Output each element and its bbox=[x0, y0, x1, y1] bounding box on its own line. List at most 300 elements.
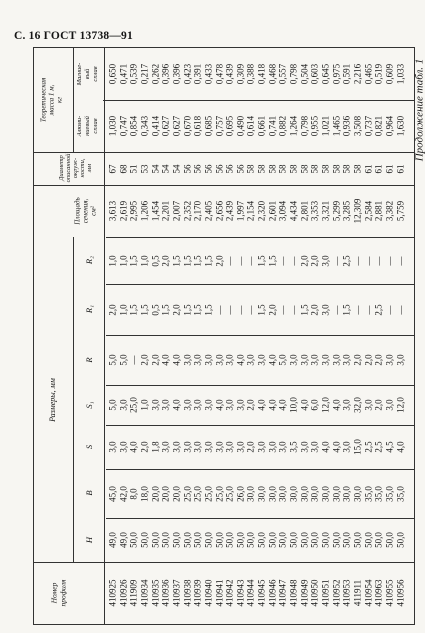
cell-S1-20: 12,0 bbox=[320, 397, 331, 413]
cell-R2-20: 3,0 bbox=[320, 254, 331, 267]
cell-R-1: 5,0 bbox=[118, 354, 129, 366]
header-mg-2: вый bbox=[83, 68, 91, 80]
cell-H-22: 50,0 bbox=[341, 532, 352, 548]
cell-R2-8: 1,5 bbox=[192, 254, 203, 267]
cell-R-25: 2,0 bbox=[373, 354, 384, 366]
cell-R2-26: — bbox=[384, 256, 395, 265]
header-al-3: сплав bbox=[91, 118, 99, 134]
cell-H-7: 50,0 bbox=[182, 532, 193, 548]
cell-R1-23: — bbox=[352, 305, 363, 314]
cell-B-14: 30,0 bbox=[256, 485, 267, 502]
cell-R2-12: — bbox=[235, 256, 246, 265]
header-B: B bbox=[83, 490, 94, 496]
cell-Al-19: 0,955 bbox=[309, 115, 320, 137]
cell-R1-16: — bbox=[277, 305, 288, 314]
cell-R1-19: 2,0 bbox=[309, 303, 320, 316]
cell-R2-17: — bbox=[288, 256, 299, 265]
cell-H-27: 50,0 bbox=[395, 532, 406, 548]
cell-A-25: 2,881 bbox=[373, 200, 384, 222]
cell-Mg-3: 0,217 bbox=[139, 63, 150, 84]
cell-S-4: 1,8 bbox=[150, 441, 161, 453]
cell-R-3: 2,0 bbox=[139, 354, 150, 366]
header-separator bbox=[104, 47, 105, 624]
cell-S1-7: 3,0 bbox=[182, 399, 193, 411]
header-profile-number: Номер bbox=[49, 582, 59, 604]
cell-Al-12: 0,490 bbox=[235, 115, 246, 137]
cell-S1-11: 3,0 bbox=[224, 399, 235, 411]
cell-B-19: 30,0 bbox=[309, 485, 320, 502]
cell-Al-16: 0,882 bbox=[277, 115, 288, 137]
cell-Mg-20: 0,645 bbox=[320, 63, 331, 84]
cell-S-9: 3,0 bbox=[203, 441, 214, 453]
cell-D-9: 56 bbox=[203, 164, 214, 173]
cell-S1-25: 2,0 bbox=[373, 399, 384, 411]
cell-S-20: 4,0 bbox=[320, 441, 331, 453]
cell-Mg-1: 0,471 bbox=[118, 63, 129, 84]
cell-n-20: 410951 bbox=[320, 579, 331, 607]
cell-R1-1: 1,0 bbox=[118, 303, 129, 316]
cell-H-19: 50,0 bbox=[309, 532, 320, 548]
cell-R1-9: 1,5 bbox=[203, 303, 214, 316]
cell-S1-26: 3,0 bbox=[384, 399, 395, 411]
cell-Al-24: 0,737 bbox=[363, 115, 374, 137]
cell-Mg-26: 0,609 bbox=[384, 63, 395, 84]
header-diam-5: мм bbox=[85, 163, 93, 173]
cell-n-12: 410943 bbox=[235, 579, 246, 607]
cell-Mg-22: 0,591 bbox=[341, 63, 352, 84]
cell-Al-20: 1,021 bbox=[320, 115, 331, 137]
cell-A-19: 3,353 bbox=[309, 200, 320, 222]
cell-D-3: 53 bbox=[139, 164, 150, 173]
cell-B-15: 30,0 bbox=[267, 485, 278, 502]
cell-n-2: 411909 bbox=[128, 579, 139, 607]
cell-B-20: 30,0 bbox=[320, 485, 331, 502]
cell-D-7: 56 bbox=[182, 164, 193, 173]
cell-H-21: 50,0 bbox=[331, 532, 342, 548]
cell-B-13: 30,0 bbox=[245, 485, 256, 502]
cell-Al-0: 1,030 bbox=[107, 115, 118, 137]
cell-Mg-8: 0,391 bbox=[192, 63, 203, 84]
cell-A-12: 1,997 bbox=[235, 200, 246, 222]
cell-Al-18: 0,798 bbox=[299, 115, 310, 137]
cell-R-17: 3,0 bbox=[288, 354, 299, 366]
cell-D-16: 58 bbox=[277, 164, 288, 173]
cell-Al-13: 0,614 bbox=[245, 115, 256, 137]
header-S: S bbox=[83, 444, 94, 450]
cell-Al-10: 0,757 bbox=[214, 115, 224, 137]
cell-S1-22: 3,0 bbox=[341, 399, 352, 411]
cell-R-9: 3,0 bbox=[203, 354, 214, 366]
cell-R-12: 4,0 bbox=[235, 354, 246, 366]
cell-Al-5: 0,627 bbox=[160, 115, 171, 137]
cell-S-2: 4,0 bbox=[128, 441, 139, 453]
header-diam-3: окруж- bbox=[71, 157, 79, 179]
cell-R-18: 3,0 bbox=[299, 354, 310, 366]
cell-Mg-7: 0,423 bbox=[182, 63, 193, 84]
cell-D-8: 56 bbox=[192, 164, 203, 173]
cell-B-10: 25,0 bbox=[214, 485, 224, 502]
cell-S-16: 3,0 bbox=[277, 441, 288, 453]
cell-Al-1: 0,747 bbox=[118, 115, 129, 137]
cell-A-1: 2,619 bbox=[118, 200, 129, 222]
cell-Mg-11: 0,439 bbox=[224, 63, 235, 84]
cell-D-24: 61 bbox=[363, 164, 374, 173]
header-mg-1: Магние- bbox=[75, 62, 83, 86]
column-separator-R1 bbox=[106, 284, 414, 285]
header-al-2: ниевый bbox=[83, 116, 91, 136]
header-mass-1: Теоретическая bbox=[39, 77, 48, 123]
cell-A-11: 2,439 bbox=[224, 200, 235, 222]
cell-S1-16: 4,0 bbox=[277, 399, 288, 411]
cell-n-7: 410938 bbox=[182, 579, 193, 607]
cell-R1-18: 1,5 bbox=[299, 303, 310, 316]
cell-Mg-17: 0,798 bbox=[288, 63, 299, 84]
cell-R-27: 3,0 bbox=[395, 354, 406, 366]
cell-S-10: 3,0 bbox=[214, 441, 224, 453]
cell-Al-25: 0,821 bbox=[373, 115, 384, 137]
cell-H-14: 50,0 bbox=[256, 532, 267, 548]
cell-Mg-10: 0,478 bbox=[214, 63, 224, 84]
cell-S1-8: 3,0 bbox=[192, 399, 203, 411]
cell-R-6: 4,0 bbox=[171, 354, 182, 366]
cell-D-13: 58 bbox=[245, 164, 256, 173]
cell-A-15: 2,601 bbox=[267, 200, 278, 222]
cell-S1-19: 6,0 bbox=[309, 399, 320, 411]
cell-Al-11: 0,695 bbox=[224, 115, 235, 137]
cell-H-20: 50,0 bbox=[320, 532, 331, 548]
cell-n-5: 410936 bbox=[160, 579, 171, 607]
cell-B-9: 25,0 bbox=[203, 485, 214, 502]
cell-D-20: 58 bbox=[320, 164, 331, 173]
cell-D-22: 58 bbox=[341, 164, 352, 173]
cell-R-4: 2,0 bbox=[150, 354, 161, 366]
cell-S-24: 2,5 bbox=[363, 441, 374, 453]
cell-S-25: 2,5 bbox=[373, 441, 384, 453]
cell-Al-23: 3,508 bbox=[352, 115, 363, 137]
cell-S-26: 4,5 bbox=[384, 441, 395, 453]
cell-S1-12: 3,0 bbox=[235, 399, 246, 411]
cell-S-23: 15,0 bbox=[352, 439, 363, 455]
cell-R1-14: 1,5 bbox=[256, 303, 267, 316]
cell-S1-5: 3,0 bbox=[160, 399, 171, 411]
header-R2: R₂ bbox=[83, 255, 94, 265]
cell-R-2: — bbox=[128, 355, 139, 365]
column-separator-Al bbox=[103, 100, 414, 101]
cell-Mg-27: 1,033 bbox=[395, 63, 406, 84]
cell-n-4: 410935 bbox=[150, 579, 161, 607]
cell-Al-17: 1,264 bbox=[288, 115, 299, 137]
cell-S-13: 2,0 bbox=[245, 441, 256, 453]
cell-Mg-23: 2,216 bbox=[352, 63, 363, 84]
cell-Mg-14: 0,418 bbox=[256, 63, 267, 84]
cell-S1-17: 10,0 bbox=[288, 397, 299, 413]
cell-B-27: 35,0 bbox=[395, 485, 406, 502]
cell-D-10: 56 bbox=[214, 164, 224, 173]
cell-H-16: 50,0 bbox=[277, 532, 288, 548]
cell-R-15: 4,0 bbox=[267, 354, 278, 366]
cell-R1-4: 0,5 bbox=[150, 303, 161, 316]
cell-A-2: 2,995 bbox=[128, 200, 139, 222]
cell-H-26: 50,0 bbox=[384, 532, 395, 548]
cell-Mg-12: 0,309 bbox=[235, 63, 246, 84]
cell-S-7: 3,0 bbox=[182, 441, 193, 453]
cell-B-12: 26,0 bbox=[235, 485, 246, 502]
page-header: С. 16 ГОСТ 13738—91 bbox=[14, 30, 133, 42]
cell-D-19: 58 bbox=[309, 164, 320, 173]
cell-Mg-16: 0,557 bbox=[277, 63, 288, 84]
cell-R1-5: 1,5 bbox=[160, 303, 171, 316]
cell-A-18: 2,801 bbox=[299, 200, 310, 222]
cell-Al-15: 0,741 bbox=[267, 115, 278, 137]
cell-Al-3: 0,343 bbox=[139, 115, 150, 137]
cell-S-27: 4,0 bbox=[395, 441, 406, 453]
cell-R1-3: 1,5 bbox=[139, 303, 150, 316]
column-separator-A bbox=[33, 185, 414, 186]
cell-D-6: 54 bbox=[171, 164, 182, 173]
cell-n-27: 410956 bbox=[395, 579, 406, 607]
cell-H-11: 50,0 bbox=[224, 532, 235, 548]
cell-H-0: 49,0 bbox=[107, 532, 118, 548]
cell-S1-14: 4,0 bbox=[256, 399, 267, 411]
cell-R2-18: 2,0 bbox=[299, 254, 310, 267]
cell-R2-21: — bbox=[331, 256, 342, 265]
header-R1: R₁ bbox=[83, 304, 94, 314]
column-separator-R bbox=[106, 335, 414, 336]
header-area-1: Площадь bbox=[73, 197, 82, 225]
cell-S1-10: 4,0 bbox=[214, 399, 224, 411]
cell-B-3: 18,0 bbox=[139, 485, 150, 502]
cell-A-23: 12,309 bbox=[352, 198, 363, 224]
cell-R1-15: 2,0 bbox=[267, 303, 278, 316]
cell-S1-13: 2,0 bbox=[245, 399, 256, 411]
cell-Mg-13: 0,388 bbox=[245, 63, 256, 84]
header-al-1: Алюми- bbox=[75, 115, 83, 137]
cell-R-20: 3,0 bbox=[320, 354, 331, 366]
cell-D-17: 58 bbox=[288, 164, 299, 173]
cell-S1-6: 4,0 bbox=[171, 399, 182, 411]
cell-Al-9: 0,685 bbox=[203, 115, 214, 137]
cell-S-14: 3,0 bbox=[256, 441, 267, 453]
cell-H-25: 50,0 bbox=[373, 532, 384, 548]
cell-Mg-0: 0,650 bbox=[107, 63, 118, 84]
cell-n-13: 410944 bbox=[245, 579, 256, 607]
cell-S-3: 2,0 bbox=[139, 441, 150, 453]
cell-R1-6: 2,0 bbox=[171, 303, 182, 316]
cell-S1-15: 4,0 bbox=[267, 399, 278, 411]
cell-R-14: 3,0 bbox=[256, 354, 267, 366]
cell-B-5: 20,0 bbox=[160, 485, 171, 502]
cell-R1-24: — bbox=[363, 305, 374, 314]
cell-Al-2: 0,854 bbox=[128, 115, 139, 137]
cell-B-18: 30,0 bbox=[299, 485, 310, 502]
cell-R2-1: 1,0 bbox=[118, 254, 129, 267]
cell-Mg-2: 0,539 bbox=[128, 63, 139, 84]
cell-B-7: 25,0 bbox=[182, 485, 193, 502]
cell-R1-8: 1,5 bbox=[192, 303, 203, 316]
column-separator-S bbox=[106, 425, 414, 426]
cell-n-11: 410942 bbox=[224, 579, 235, 607]
cell-A-24: 2,584 bbox=[363, 200, 374, 222]
cell-A-22: 3,285 bbox=[341, 200, 352, 222]
cell-S1-1: 3,0 bbox=[118, 399, 129, 411]
cell-D-4: 54 bbox=[150, 164, 161, 173]
cell-B-0: 45,0 bbox=[107, 485, 118, 502]
cell-R2-11: — bbox=[224, 256, 235, 265]
cell-R2-19: 2,0 bbox=[309, 254, 320, 267]
mass-group-divider bbox=[73, 47, 74, 152]
cell-Al-7: 0,670 bbox=[182, 115, 193, 137]
cell-Mg-15: 0,468 bbox=[267, 63, 278, 84]
cell-n-15: 410946 bbox=[267, 579, 278, 607]
cell-R1-0: 2,0 bbox=[107, 303, 118, 316]
cell-S-17: 3,5 bbox=[288, 441, 299, 453]
header-area-3: см² bbox=[89, 206, 98, 216]
cell-R2-27: — bbox=[395, 256, 406, 265]
header-profile-number-2: профиля bbox=[58, 579, 68, 607]
cell-R-23: 2,0 bbox=[352, 354, 363, 366]
cell-n-26: 410955 bbox=[384, 579, 395, 607]
cell-D-2: 51 bbox=[128, 164, 139, 173]
cell-H-4: 50,0 bbox=[150, 532, 161, 548]
cell-Al-8: 0,618 bbox=[192, 115, 203, 137]
cell-Mg-19: 0,603 bbox=[309, 63, 320, 84]
table-continuation-caption: Продолжение табл. 1 bbox=[413, 58, 425, 162]
cell-B-4: 20,0 bbox=[150, 485, 161, 502]
cell-S1-27: 12,0 bbox=[395, 397, 406, 413]
cell-R-8: 3,0 bbox=[192, 354, 203, 366]
cell-S1-9: 3,0 bbox=[203, 399, 214, 411]
cell-R2-23: — bbox=[352, 256, 363, 265]
cell-Mg-9: 0,433 bbox=[203, 63, 214, 84]
cell-A-27: 5,759 bbox=[395, 200, 406, 222]
cell-R2-14: 1,5 bbox=[256, 254, 267, 267]
cell-Mg-24: 0,465 bbox=[363, 63, 374, 84]
cell-D-23: 58 bbox=[352, 164, 363, 173]
cell-R2-24: — bbox=[363, 256, 374, 265]
cell-A-3: 1,206 bbox=[139, 200, 150, 222]
table-border-top bbox=[33, 47, 414, 48]
cell-H-10: 50,0 bbox=[214, 532, 224, 548]
cell-D-0: 67 bbox=[107, 164, 118, 173]
cell-n-22: 410953 bbox=[341, 579, 352, 607]
cell-R-11: 3,0 bbox=[224, 354, 235, 366]
cell-R-0: 5,0 bbox=[107, 354, 118, 366]
cell-R-24: 2,0 bbox=[363, 354, 374, 366]
cell-S-6: 3,0 bbox=[171, 441, 182, 453]
cell-D-11: 56 bbox=[224, 164, 235, 173]
cell-R2-5: 2,0 bbox=[160, 254, 171, 267]
dimensions-group-divider bbox=[73, 237, 74, 562]
cell-H-17: 50,0 bbox=[288, 532, 299, 548]
cell-n-9: 410940 bbox=[203, 579, 214, 607]
cell-R1-25: 2,5 bbox=[373, 303, 384, 316]
cell-A-16: 3,094 bbox=[277, 200, 288, 222]
cell-Mg-6: 0,396 bbox=[171, 63, 182, 84]
header-dimensions-group: Размеры, мм bbox=[48, 378, 57, 422]
cell-R-5: 4,0 bbox=[160, 354, 171, 366]
cell-H-23: 50,0 bbox=[352, 532, 363, 548]
header-diam-2: описанной bbox=[64, 153, 72, 183]
cell-Al-6: 0,627 bbox=[171, 115, 182, 137]
cell-Mg-18: 0,504 bbox=[299, 63, 310, 84]
cell-n-10: 410941 bbox=[214, 579, 224, 607]
column-separator-D bbox=[33, 152, 414, 153]
cell-A-9: 2,405 bbox=[203, 200, 214, 222]
cell-B-11: 25,0 bbox=[224, 485, 235, 502]
cell-S-11: 3,0 bbox=[224, 441, 235, 453]
cell-R-13: 3,0 bbox=[245, 354, 256, 366]
cell-S1-18: 4,0 bbox=[299, 399, 310, 411]
cell-H-9: 50,0 bbox=[203, 532, 214, 548]
cell-n-3: 410934 bbox=[139, 579, 150, 607]
cell-n-23: 411911 bbox=[352, 579, 363, 607]
cell-S-21: 4,0 bbox=[331, 441, 342, 453]
cell-n-8: 410939 bbox=[192, 579, 203, 607]
cell-R2-13: — bbox=[245, 256, 256, 265]
column-separator-n bbox=[33, 562, 414, 563]
cell-R2-7: 1,5 bbox=[182, 254, 193, 267]
cell-S-19: 3,0 bbox=[309, 441, 320, 453]
cell-Mg-4: 0,262 bbox=[150, 63, 161, 84]
cell-A-5: 2,201 bbox=[160, 200, 171, 222]
header-H: H bbox=[83, 536, 94, 544]
header-diam-1: Диаметр bbox=[57, 155, 65, 181]
cell-R2-6: 1,5 bbox=[171, 254, 182, 267]
cell-D-21: 58 bbox=[331, 164, 342, 173]
cell-Al-14: 0,661 bbox=[256, 115, 267, 137]
cell-D-5: 54 bbox=[160, 164, 171, 173]
cell-R1-7: 1,5 bbox=[182, 303, 193, 316]
cell-n-0: 410925 bbox=[107, 579, 118, 607]
cell-R2-2: 1,5 bbox=[128, 254, 139, 267]
cell-H-3: 50,0 bbox=[139, 532, 150, 548]
cell-H-24: 50,0 bbox=[363, 532, 374, 548]
cell-R1-2: 1,5 bbox=[128, 303, 139, 316]
cell-A-21: 5,299 bbox=[331, 200, 342, 222]
cell-B-24: 35,0 bbox=[363, 485, 374, 502]
cell-B-22: 30,0 bbox=[341, 485, 352, 502]
cell-Mg-5: 0,396 bbox=[160, 63, 171, 84]
cell-S-1: 3,0 bbox=[118, 441, 129, 453]
cell-A-10: 2,656 bbox=[214, 200, 224, 222]
cell-R2-16: — bbox=[277, 256, 288, 265]
cell-Al-27: 1,630 bbox=[395, 115, 406, 137]
cell-R1-20: 3,0 bbox=[320, 303, 331, 316]
cell-R1-21: — bbox=[331, 305, 342, 314]
cell-R2-9: 1,5 bbox=[203, 254, 214, 267]
cell-R1-12: — bbox=[235, 305, 246, 314]
column-separator-S1 bbox=[106, 385, 414, 386]
cell-S-22: 3,0 bbox=[341, 441, 352, 453]
cell-R1-10: — bbox=[214, 305, 224, 314]
cell-R1-17: — bbox=[288, 305, 299, 314]
cell-n-14: 410945 bbox=[256, 579, 267, 607]
cell-D-1: 68 bbox=[118, 164, 129, 173]
cell-R-16: 5,0 bbox=[277, 354, 288, 366]
cell-R2-22: 2,5 bbox=[341, 254, 352, 267]
cell-R2-25: — bbox=[373, 256, 384, 265]
cell-A-13: 2,154 bbox=[245, 200, 256, 222]
cell-n-1: 410926 bbox=[118, 579, 129, 607]
header-area-2: сечения, bbox=[81, 198, 90, 224]
cell-H-6: 50,0 bbox=[171, 532, 182, 548]
cell-H-18: 50,0 bbox=[299, 532, 310, 548]
cell-A-0: 3,613 bbox=[107, 200, 118, 222]
cell-S1-2: 25,0 bbox=[128, 397, 139, 413]
cell-D-25: 61 bbox=[373, 164, 384, 173]
cell-R-19: 3,0 bbox=[309, 354, 320, 366]
cell-A-6: 2,007 bbox=[171, 200, 182, 222]
